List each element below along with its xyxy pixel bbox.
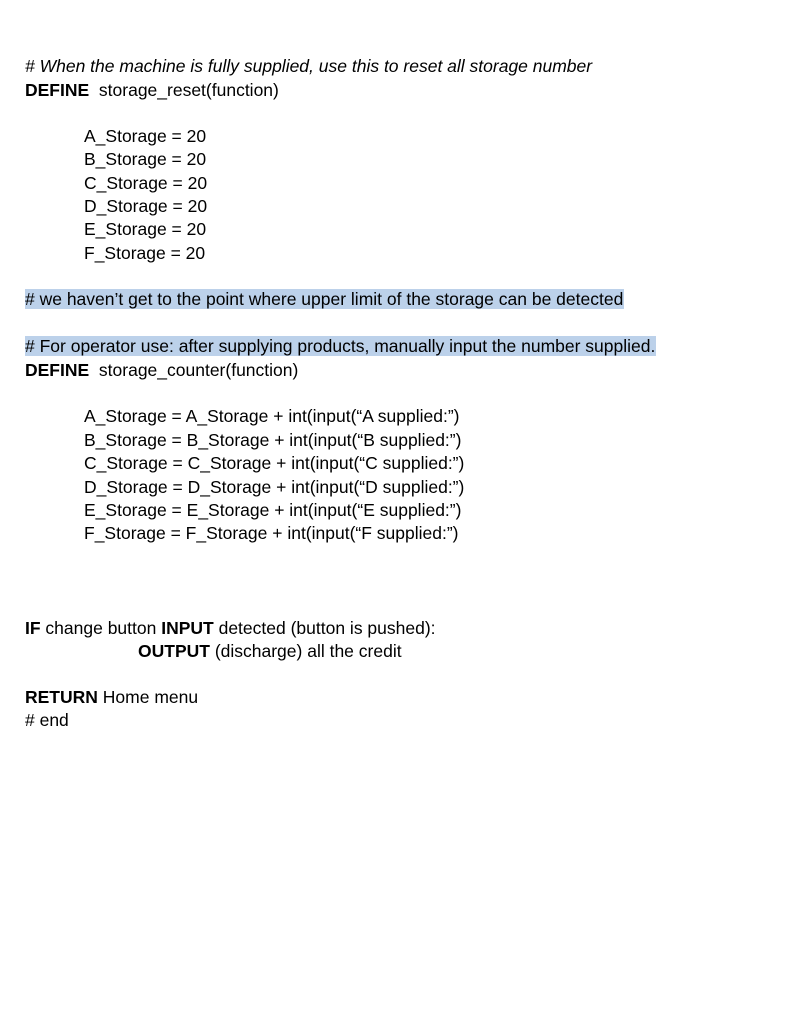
code-line: B_Storage = 20 (84, 149, 207, 169)
define-storage-counter (25, 359, 298, 382)
code-line: B_Storage = B_Storage + int(input(“B supplied:”) (84, 430, 462, 450)
function-signature: storage_counter(function) (89, 360, 299, 380)
output-text: (discharge) all the credit (209, 641, 402, 661)
return-keyword: RETURN (25, 687, 98, 707)
output-statement (138, 640, 402, 663)
code-line: F_Storage = F_Storage + int(input(“F supplied:”) (84, 523, 459, 543)
code-line: C_Storage = 20 (84, 173, 208, 193)
return-statement (25, 686, 198, 709)
upper-limit-note (25, 288, 624, 311)
define-keyword: DEFINE (25, 80, 90, 100)
code-line: E_Storage = 20 (84, 219, 207, 239)
code-line: F_Storage = 20 (84, 243, 206, 263)
output-keyword: OUTPUT (138, 641, 210, 661)
code-line: E_Storage = E_Storage + int(input(“E supplied:”) (84, 500, 462, 520)
reset-comment: # When the machine is fully supplied, use this to reset all storage number (25, 56, 593, 76)
if-keyword: IF (25, 618, 41, 638)
operator-comment (25, 335, 656, 358)
if-statement (25, 617, 436, 640)
code-line: D_Storage = D_Storage + int(input(“D supplied:”) (84, 477, 465, 497)
return-text: Home menu (97, 687, 199, 707)
function-signature: storage_reset(function) (89, 80, 279, 100)
code-line: A_Storage = A_Storage + int(input(“A supplied:”) (84, 406, 460, 426)
end-comment: # end (25, 710, 69, 730)
if-text: change button (40, 618, 162, 638)
define-keyword: DEFINE (25, 360, 90, 380)
code-line: A_Storage = 20 (84, 126, 207, 146)
if-text: detected (button is pushed): (213, 618, 436, 638)
define-storage-reset (25, 79, 279, 102)
code-line: C_Storage = C_Storage + int(input(“C supplied:”) (84, 453, 465, 473)
highlighted-text: # For operator use: after supplying products, manually input the number supplied. (25, 336, 656, 356)
highlighted-text: # we haven’t get to the point where upper limit of the storage can be detected (25, 289, 624, 309)
code-line: D_Storage = 20 (84, 196, 208, 216)
input-keyword: INPUT (161, 618, 214, 638)
